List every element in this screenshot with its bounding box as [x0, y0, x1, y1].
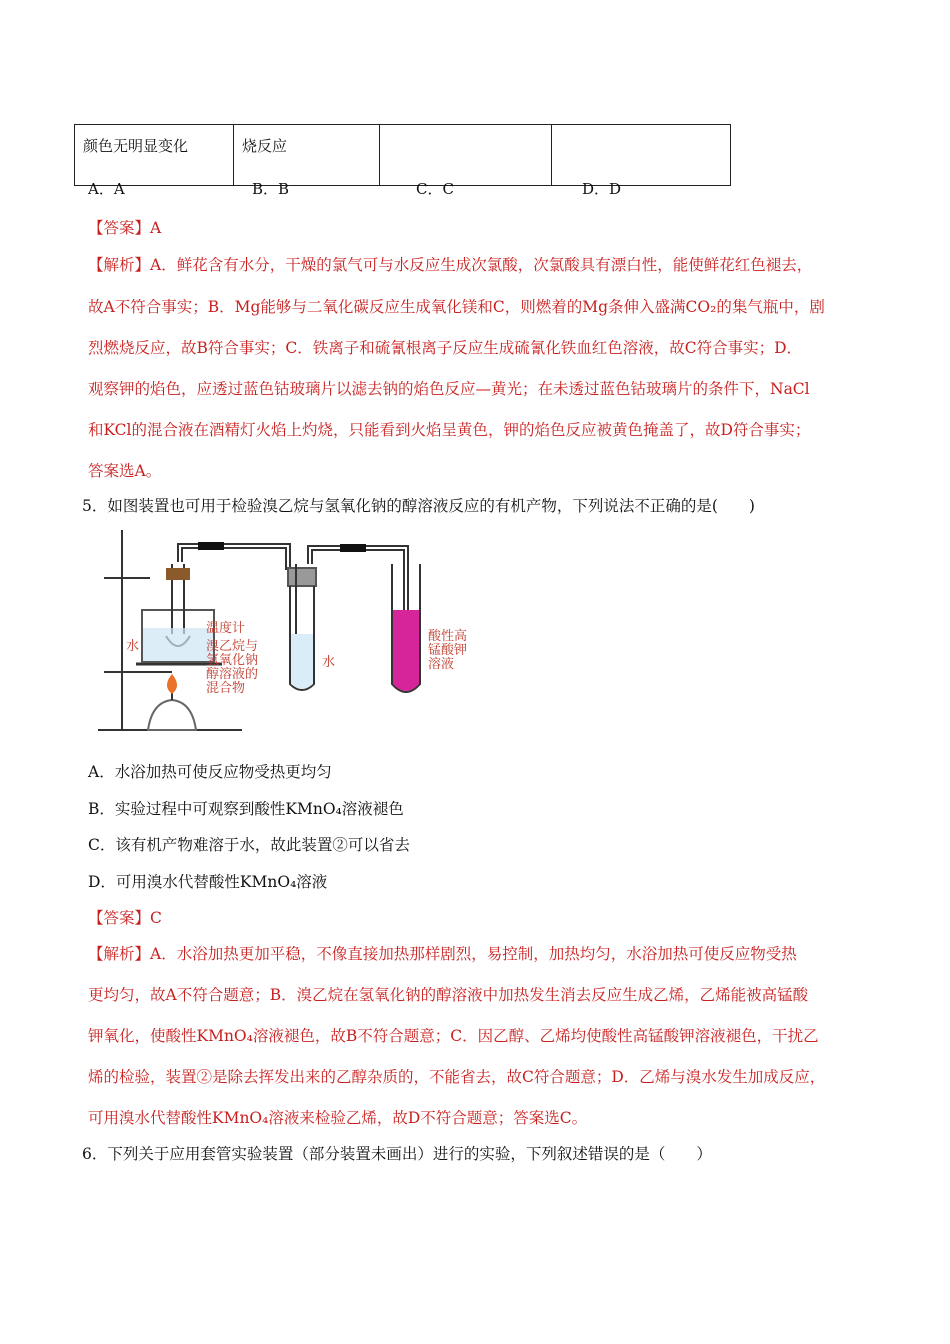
- table-cell: [380, 125, 552, 186]
- label-water: 水: [322, 655, 336, 670]
- q4-analysis-line: 【解析】A．鲜花含有水分，干燥的氯气可与水反应生成次氯酸，次氯酸具有漂白性，能使鲜花红色褪去，: [88, 256, 813, 274]
- q5-analysis-line: 更均匀，故A不符合题意；B．溴乙烷在氢氧化钠的醇溶液中加热发生消去反应生成乙烯，乙烯能被高锰酸: [88, 986, 809, 1004]
- q4-analysis-line: 故A不符合事实；B．Mg能够与二氧化碳反应生成氧化镁和C，则燃着的Mg条伸入盛满CO₂的集气瓶中，剧: [88, 298, 825, 316]
- q4-option: B．B: [252, 180, 290, 198]
- q5-option: A．水浴加热可使反应物受热更均匀: [88, 763, 332, 781]
- q5-option: D．可用溴水代替酸性KMnO₄溶液: [88, 873, 328, 891]
- label-kmno4: 锰酸钾: [428, 643, 468, 658]
- q5-answer: 【答案】C: [88, 909, 162, 927]
- q5-option: B．实验过程中可观察到酸性KMnO₄溶液褪色: [88, 800, 404, 818]
- label-water-bath: 水: [126, 639, 140, 654]
- q4-analysis-line: 观察钾的焰色，应透过蓝色钴玻璃片以滤去钠的焰色反应—黄光；在未透过蓝色钴玻璃片的条件下，NaCl: [88, 380, 810, 398]
- label-mixture: 氢氧化钠: [206, 653, 259, 668]
- q5-analysis-line: 可用溴水代替酸性KMnO₄溶液来检验乙烯，故D不符合题意；答案选C。: [88, 1109, 588, 1127]
- q5-analysis-line: 钾氧化，使酸性KMnO₄溶液褪色，故B不符合题意；C．因乙醇、乙烯均使酸性高锰酸钾溶液褪色，干扰乙: [88, 1027, 819, 1045]
- q5-analysis-line: 【解析】A．水浴加热更加平稳，不像直接加热那样剧烈，易控制，加热均匀，水浴加热可使反应物受热: [88, 945, 797, 963]
- label-kmno4: 酸性高: [428, 629, 468, 644]
- table-cell: [552, 125, 731, 186]
- q4-analysis-line: 答案选A。: [88, 462, 162, 480]
- options-table: [74, 124, 731, 186]
- q4-analysis-line: 和KCl的混合液在酒精灯火焰上灼烧，只能看到火焰呈黄色，钾的焰色反应被黄色掩盖了，故D符合事实；: [88, 421, 811, 439]
- table-row: [75, 125, 731, 186]
- label-mixture: 醇溶液的: [206, 667, 259, 682]
- label-thermometer: 温度计: [206, 621, 246, 636]
- q4-answer: 【答案】A: [88, 219, 162, 237]
- q4-option: A．A: [88, 180, 125, 198]
- table-cell: 颜色无明显变化: [75, 125, 234, 186]
- q5-analysis-line: 烯的检验，装置②是除去挥发出来的乙醇杂质的，不能省去，故C符合题意；D．乙烯与溴水发生加成反应，: [88, 1068, 826, 1086]
- apparatus-figure: [92, 524, 482, 736]
- q4-option: C．C: [416, 180, 454, 198]
- q4-option: D．D: [582, 180, 622, 198]
- label-mixture: 溴乙烷与: [206, 639, 259, 654]
- q5-stem: 5．如图装置也可用于检验溴乙烷与氢氧化钠的醇溶液反应的有机产物，下列说法不正确的是( ): [82, 497, 755, 515]
- q4-analysis-line: 烈燃烧反应，故B符合事实；C．铁离子和硫氰根离子反应生成硫氰化铁血红色溶液，故C符合事实；D．: [88, 339, 803, 357]
- table-cell: 烧反应: [234, 125, 380, 186]
- label-mixture: 混合物: [206, 681, 246, 696]
- q5-option: C．该有机产物难溶于水，故此装置②可以省去: [88, 836, 410, 854]
- q6-stem: 6．下列关于应用套管实验装置（部分装置未画出）进行的实验，下列叙述错误的是（ ）: [82, 1145, 712, 1163]
- label-kmno4: 溶液: [428, 657, 455, 672]
